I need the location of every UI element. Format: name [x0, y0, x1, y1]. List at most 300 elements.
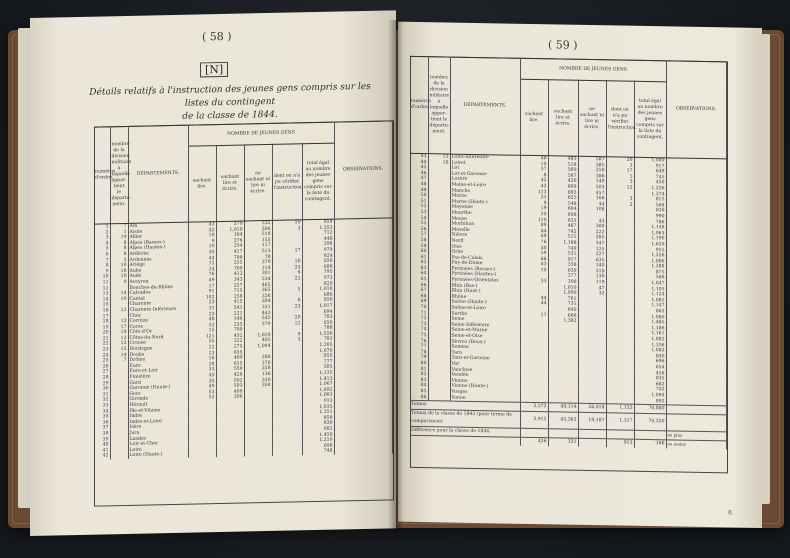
- row-departement: Indre-et-Loire: [128, 418, 188, 425]
- row-ne-sachant: 47: [578, 285, 606, 291]
- row-ne-sachant: 457: [578, 190, 606, 196]
- row-total: 1,085: [634, 298, 666, 304]
- row-total: 1,210: [302, 438, 334, 444]
- row-number: 24: [94, 353, 110, 359]
- row-sachant-lire: 19: [520, 206, 548, 212]
- row-sachant-lire: 24: [188, 267, 216, 273]
- col-group: NOMBRE DE JEUNES GENS: [188, 122, 334, 146]
- row-departement: Loir-et-Cher: [128, 441, 188, 448]
- row-sachant-lire-ecrire: 306: [216, 395, 244, 401]
- row-sachant-lire: 48: [188, 317, 216, 323]
- row-sachant-lire: 21: [520, 195, 548, 201]
- row-dont-on: 20: [272, 315, 302, 321]
- row-division: 13: [110, 336, 128, 342]
- row-number: 44: [410, 159, 428, 165]
- row-total: 1,374: [634, 191, 666, 197]
- row-sachant-lire-ecrire: 467: [548, 223, 578, 229]
- row-number: 20: [94, 331, 110, 337]
- row-sachant-lire-ecrire: 640: [548, 307, 578, 313]
- row-sachant-lire: 43: [188, 222, 216, 229]
- row-sachant-lire: 35: [188, 250, 216, 256]
- row-number: 36: [94, 420, 110, 426]
- col-total: total égal au nombre des jeunes gens compris sur la liste du contingent.: [634, 81, 666, 158]
- row-sachant-lire: 42: [188, 228, 216, 234]
- row-sachant-lire-ecrire: 742: [548, 229, 578, 235]
- row-sachant-lire-ecrire: 560: [548, 167, 578, 173]
- row-total: 1,336: [634, 342, 666, 348]
- difference-moins-row-observations: en moins: [666, 440, 726, 450]
- row-number: 13: [94, 291, 110, 297]
- row-departement: Manche: [450, 188, 520, 195]
- row-sachant-lire: 23: [188, 312, 216, 318]
- row-number: 51: [410, 199, 428, 205]
- row-sachant-lire-ecrire: 761: [548, 296, 578, 302]
- row-dont-on: 3: [272, 338, 302, 344]
- row-sachant-lire: 17: [188, 284, 216, 290]
- row-sachant-lire: 35: [188, 379, 216, 385]
- row-sachant-lire: 44: [520, 296, 548, 302]
- row-sachant-lire: 10: [188, 233, 216, 239]
- row-number: 76: [410, 338, 428, 344]
- row-total: 955: [634, 247, 666, 253]
- row-total: 855: [302, 354, 334, 360]
- row-departement: Indre: [128, 413, 188, 420]
- row-number: 38: [94, 431, 110, 437]
- row-sachant-lire-ecrire: 483: [548, 156, 578, 163]
- row-number: 71: [410, 310, 428, 316]
- row-number: 79: [410, 355, 428, 361]
- row-sachant-lire-ecrire: 700: [216, 255, 244, 261]
- row-number: 14: [94, 297, 110, 303]
- row-sachant-lire-ecrire: 417: [216, 249, 244, 255]
- row-departement: Doubs: [128, 351, 188, 358]
- row-sachant-lire-ecrire: 548: [548, 201, 578, 207]
- row-ne-sachant: 386: [578, 174, 606, 180]
- row-number: 23: [94, 347, 110, 353]
- row-departement: Pas-de-Calais: [450, 255, 520, 262]
- row-total: 1,147: [634, 303, 666, 309]
- row-sachant-lire: 28: [188, 362, 216, 368]
- row-number: 21: [94, 336, 110, 342]
- row-total: 1,086: [634, 258, 666, 264]
- row-number: 41: [94, 448, 110, 454]
- row-total: 686: [302, 292, 334, 298]
- row-total: 1,485: [634, 320, 666, 326]
- row-departement: Jura: [128, 430, 188, 437]
- row-number: 49: [410, 187, 428, 193]
- row-total: 1,092: [302, 387, 334, 393]
- row-sachant-lire-ecrire: 415: [216, 300, 244, 306]
- row-ne-sachant: 465: [244, 282, 272, 288]
- row-division: 14: [110, 353, 128, 359]
- row-ne-sachant: 250: [578, 168, 606, 174]
- row-ne-sachant: 301: [244, 271, 272, 277]
- row-ne-sachant: 218: [578, 269, 606, 275]
- row-total: 458: [634, 370, 666, 376]
- classe-1843-row-value: 45,363: [548, 412, 578, 430]
- row-division: 17: [110, 325, 128, 331]
- row-departement: Charente: [128, 301, 188, 308]
- row-departement: Saône-et-Loire: [450, 306, 520, 313]
- totaux-row-value: 40,114: [548, 403, 578, 413]
- row-departement: Maine-et-Loire: [450, 183, 520, 190]
- row-sachant-lire-ecrire: 338: [548, 263, 578, 269]
- row-departement: Dordogne: [128, 346, 188, 353]
- row-departement: Pyrénées (Hautes-): [450, 272, 520, 279]
- row-sachant-lire-ecrire: 164: [216, 233, 244, 239]
- row-total: 1,353: [302, 225, 334, 231]
- row-total: 1,105: [634, 286, 666, 292]
- row-division: 19: [110, 235, 128, 241]
- row-number: 33: [94, 403, 110, 409]
- row-total: 566: [634, 275, 666, 281]
- col-dont-on: dont on n'a pu vérifier l'instruction.: [606, 81, 634, 157]
- row-ne-sachant: 130: [578, 274, 606, 280]
- row-division: 18: [110, 269, 128, 275]
- row-division: 7: [110, 223, 128, 229]
- row-ne-sachant: 108: [578, 207, 606, 213]
- row-division: 10: [110, 274, 128, 280]
- row-number: 58: [410, 238, 428, 244]
- row-ne-sachant: 1,029: [244, 333, 272, 339]
- row-departement: Marne: [450, 194, 520, 201]
- row-departement: Charente-Inférieure: [128, 307, 188, 314]
- row-number: 27: [94, 370, 110, 376]
- row-number: 57: [410, 232, 428, 238]
- row-total: 990: [634, 214, 666, 220]
- row-total: 1,070: [302, 348, 334, 354]
- row-sachant-lire-ecrire: 503: [216, 384, 244, 390]
- difference-plus-row-value: [520, 428, 548, 437]
- row-division: [110, 453, 128, 459]
- row-departement: Aude: [128, 273, 188, 280]
- row-departement: Lot: [450, 166, 520, 173]
- row-departement: Ille-et-Vilaine: [128, 407, 188, 414]
- row-ne-sachant: 513: [244, 249, 272, 255]
- row-ne-sachant: 43: [578, 218, 606, 224]
- classe-1843-row-observations: [666, 414, 726, 432]
- difference-moins-row-value: 331: [548, 438, 578, 447]
- row-total: 1,190: [634, 236, 666, 242]
- row-dont-on: 5: [606, 174, 634, 180]
- row-total: 1,124: [634, 292, 666, 298]
- row-number: 75: [410, 333, 428, 339]
- row-division: 12: [110, 319, 128, 325]
- row-sachant-lire: 33: [188, 368, 216, 374]
- row-departement: Ardennes: [128, 256, 188, 263]
- right-table: [410, 56, 727, 450]
- row-total: 830: [302, 421, 334, 427]
- row-departement: Aveyron: [128, 279, 188, 286]
- right-table-body: [410, 153, 726, 406]
- row-sachant-lire: 31: [188, 306, 216, 312]
- col-numeros: numéros d'ordre.: [410, 56, 428, 153]
- row-departement: Seine-et-Oise: [450, 334, 520, 341]
- row-number: 78: [410, 350, 428, 356]
- row-number: 68: [410, 294, 428, 300]
- row-total: 712: [302, 231, 334, 237]
- row-number: 30: [94, 387, 110, 393]
- row-sachant-lire: 59: [520, 251, 548, 257]
- col-sachant-lire-ecrire: sachant lire et écrire.: [548, 80, 578, 157]
- row-sachant-lire-ecrire: 731: [548, 302, 578, 308]
- row-number: 81: [410, 366, 428, 372]
- row-number: 35: [94, 415, 110, 421]
- row-ne-sachant: 206: [244, 227, 272, 233]
- row-departement: Tarn-et-Garonne: [450, 356, 520, 363]
- row-sachant-lire-ecrire: 666: [548, 313, 578, 319]
- row-ne-sachant: 227: [578, 252, 606, 258]
- row-sachant-lire: 89: [520, 223, 548, 229]
- row-dont-on: 23: [272, 304, 302, 310]
- row-departement: Vosges: [450, 389, 520, 396]
- row-sachant-lire-ecrire: 412: [216, 272, 244, 278]
- row-sachant-lire: 76: [520, 240, 548, 246]
- row-total: 1,082: [634, 348, 666, 354]
- left-page-number: ( 58 ): [202, 29, 232, 44]
- row-sachant-lire-ecrire: 146: [216, 317, 244, 323]
- row-departement: Loiret: [450, 160, 520, 167]
- row-total: 1,082: [634, 337, 666, 343]
- row-division: 12: [110, 341, 128, 347]
- row-number: 74: [410, 327, 428, 333]
- row-departement: Eure: [128, 363, 188, 370]
- row-dont-on: 12: [272, 321, 302, 327]
- book-gutter: [388, 20, 404, 532]
- row-number: 65: [410, 277, 428, 283]
- row-number: 45: [410, 165, 428, 171]
- row-total: 1,226: [634, 186, 666, 192]
- row-number: 28: [94, 375, 110, 381]
- row-departement: Meuse: [450, 216, 520, 223]
- row-ne-sachant: 166: [578, 196, 606, 202]
- row-sachant-lire: 121: [188, 334, 216, 340]
- row-sachant-lire: [188, 451, 216, 457]
- row-sachant-lire-ecrire: 541: [216, 305, 244, 311]
- row-sachant-lire: 9: [188, 239, 216, 245]
- row-dont-on: 22: [272, 276, 302, 282]
- row-division: 15: [110, 347, 128, 353]
- row-total: 698: [302, 443, 334, 449]
- right-page: [398, 22, 762, 528]
- row-sachant-lire-ecrire: 502: [216, 378, 244, 384]
- row-number: 42: [94, 454, 110, 460]
- row-number: 59: [410, 243, 428, 249]
- row-departement: Seine: [450, 317, 520, 324]
- row-sachant-lire: 12: [188, 261, 216, 267]
- row-number: 77: [410, 344, 428, 350]
- row-sachant-lire-ecrire: 400: [216, 389, 244, 395]
- row-number: 18: [94, 319, 110, 325]
- row-number: 26: [94, 364, 110, 370]
- row-sachant-lire-ecrire: 343: [216, 277, 244, 283]
- row-ne-sachant: 300: [578, 224, 606, 230]
- row-departement: Alpes (Hautes-): [128, 245, 188, 252]
- row-total: 979: [302, 248, 334, 254]
- row-total: 682: [634, 382, 666, 388]
- row-departement: Marne (Haute-): [450, 199, 520, 206]
- row-ne-sachant: 365: [244, 288, 272, 294]
- row-total: 917: [634, 163, 666, 169]
- row-sachant-lire-ecrire: 567: [548, 173, 578, 179]
- row-ne-sachant: 140: [578, 263, 606, 269]
- row-total: 1,017: [302, 304, 334, 310]
- row-sachant-lire: 53: [188, 390, 216, 396]
- row-total: 1,080: [634, 314, 666, 320]
- row-departement: Gard: [128, 379, 188, 386]
- row-number: 15: [94, 303, 110, 309]
- row-departement: Vendée: [450, 373, 520, 380]
- row-number: 69: [410, 299, 428, 305]
- row-ne-sachant: 117: [244, 243, 272, 249]
- col-total: total égal au nombre des jeunes gens compris sur la liste du contingent.: [302, 143, 334, 220]
- row-departement: Puy-de-Dôme: [450, 261, 520, 268]
- row-number: 16: [94, 308, 110, 314]
- row-number: 12: [94, 286, 110, 292]
- row-total: 745: [634, 175, 666, 181]
- totaux-row-value: 70,880: [634, 404, 666, 414]
- row-number: 11: [94, 280, 110, 286]
- row-total: 1,265: [302, 343, 334, 349]
- row-number: 2: [94, 230, 110, 236]
- row-number: 54: [410, 215, 428, 221]
- row-sachant-lire: 76: [188, 272, 216, 278]
- row-number: 4: [94, 241, 110, 247]
- row-departement: Yonne: [450, 395, 520, 402]
- difference-moins-row-value: 913: [606, 439, 634, 448]
- row-ne-sachant: 155: [244, 238, 272, 244]
- row-ne-sachant: 503: [578, 185, 606, 191]
- row-sachant-lire-ecrire: 276: [216, 238, 244, 244]
- row-sachant-lire-ecrire: 633: [548, 218, 578, 224]
- row-sachant-lire: 22: [188, 345, 216, 351]
- row-sachant-lire-ecrire: 639: [548, 268, 578, 274]
- row-division: 18: [428, 160, 450, 166]
- row-ne-sachant: 125: [578, 246, 606, 252]
- row-dont-on: 12: [606, 185, 634, 191]
- row-dont-on: 3: [606, 180, 634, 186]
- row-total: 875: [634, 270, 666, 276]
- row-sachant-lire: 113: [520, 189, 548, 195]
- col-ne-sachant: ne sachant ni lire ni écrire.: [244, 144, 272, 221]
- row-departement: Sarthe: [450, 311, 520, 318]
- row-departement: Rhin (Bas-): [450, 283, 520, 290]
- row-number: 39: [94, 437, 110, 443]
- row-sachant-lire-ecrire: 515: [548, 235, 578, 241]
- row-ne-sachant: 235: [244, 220, 272, 227]
- row-total: 835: [634, 376, 666, 382]
- row-total: 786: [634, 219, 666, 225]
- row-total: 398: [302, 242, 334, 248]
- row-ne-sachant: 358: [244, 383, 272, 389]
- col-division: nombre de la division militaire à laquelle appar-tient le départe-ment.: [428, 57, 450, 154]
- row-dont-on: 10: [272, 259, 302, 265]
- row-total: 1,135: [302, 371, 334, 377]
- row-sachant-lire-ecrire: 1,010: [216, 227, 244, 233]
- row-division: 8: [110, 252, 128, 258]
- row-sachant-lire-ecrire: 377: [548, 274, 578, 280]
- row-departement: Rhin (Haut-): [450, 289, 520, 296]
- row-dont-on: 23: [272, 265, 302, 271]
- row-departement: Aube: [128, 267, 188, 274]
- col-dont-on: dont on n'a pu vérifier l'instruction.: [272, 144, 302, 221]
- row-departement: Vaucluse: [450, 367, 520, 374]
- row-number: 62: [410, 260, 428, 266]
- row-sachant-lire-ecrire: 235: [216, 322, 244, 328]
- row-total: 450: [634, 180, 666, 186]
- right-table-totals: [410, 400, 726, 449]
- row-number: 29: [94, 381, 110, 387]
- signature-mark: 8.: [728, 509, 734, 517]
- row-number: 56: [410, 227, 428, 233]
- row-ne-sachant: 545: [244, 316, 272, 322]
- row-departement: Isère: [128, 424, 188, 431]
- row-sachant-lire: 8: [520, 173, 548, 179]
- row-number: 10: [94, 275, 110, 281]
- row-departement: Côtes-du-Nord: [128, 335, 188, 342]
- row-total: 1,351: [302, 410, 334, 416]
- row-division: 8: [110, 241, 128, 247]
- totaux-row-label: Totaux: [410, 400, 520, 411]
- row-departement: Orne: [450, 250, 520, 257]
- row-ne-sachant: 270: [244, 361, 272, 367]
- row-sachant-lire-ecrire: 432: [216, 333, 244, 339]
- row-sachant-lire-ecrire: 749: [548, 246, 578, 252]
- section-letter: [N]: [200, 62, 228, 78]
- row-departement: Morbihan: [450, 222, 520, 229]
- col-division: nombre de la division militaire à laquelle appar-tient le départe-ment.: [110, 126, 128, 223]
- row-departement: Loire-Inférieure: [450, 154, 520, 161]
- title-line-1: Détails relatifs à l'instruction des jeunes gens compris sur les listes du contingent: [89, 81, 371, 109]
- row-number: 8: [94, 263, 110, 269]
- row-sachant-lire: 42: [520, 184, 548, 190]
- row-number: 86: [410, 394, 428, 400]
- row-sachant-lire-ecrire: 550: [216, 367, 244, 373]
- row-ne-sachant: 119: [578, 280, 606, 286]
- row-sachant-lire: 44: [188, 256, 216, 262]
- row-sachant-lire-ecrire: 255: [216, 261, 244, 267]
- row-sachant-lire-ecrire: 893: [548, 190, 578, 196]
- difference-moins-row-value: 426: [520, 437, 548, 446]
- row-total: 826: [634, 208, 666, 214]
- row-total: 858: [302, 219, 334, 226]
- table-title: [80, 81, 380, 126]
- row-number: 37: [94, 426, 110, 432]
- row-total: 748: [302, 449, 334, 455]
- row-ne-sachant: 1,094: [244, 344, 272, 350]
- row-number: 5: [94, 247, 110, 253]
- row-ne-sachant: 587: [578, 156, 606, 163]
- row-dont-on: 5: [272, 287, 302, 293]
- row-sachant-lire: 37: [520, 167, 548, 173]
- row-sachant-lire: 66: [520, 256, 548, 262]
- row-departement: Moselle: [450, 227, 520, 234]
- row-sachant-lire-ecrire: 655: [216, 350, 244, 356]
- row-dont-on: 17: [272, 248, 302, 254]
- row-number: 83: [410, 378, 428, 384]
- row-sachant-lire-ecrire: 518: [548, 162, 578, 168]
- col-sachant-lire: sachant lire.: [520, 79, 548, 155]
- col-observations: OBSERVATIONS.: [334, 121, 392, 219]
- row-total: 656: [302, 259, 334, 265]
- row-total: 696: [634, 359, 666, 365]
- col-observations: OBSERVATIONS.: [666, 61, 726, 159]
- row-sachant-lire: 52: [188, 396, 216, 402]
- row-total: 650: [302, 320, 334, 326]
- row-ne-sachant: 78: [244, 254, 272, 260]
- row-departement: Lozère: [450, 177, 520, 184]
- row-departement: Alpes (Basses-): [128, 239, 188, 246]
